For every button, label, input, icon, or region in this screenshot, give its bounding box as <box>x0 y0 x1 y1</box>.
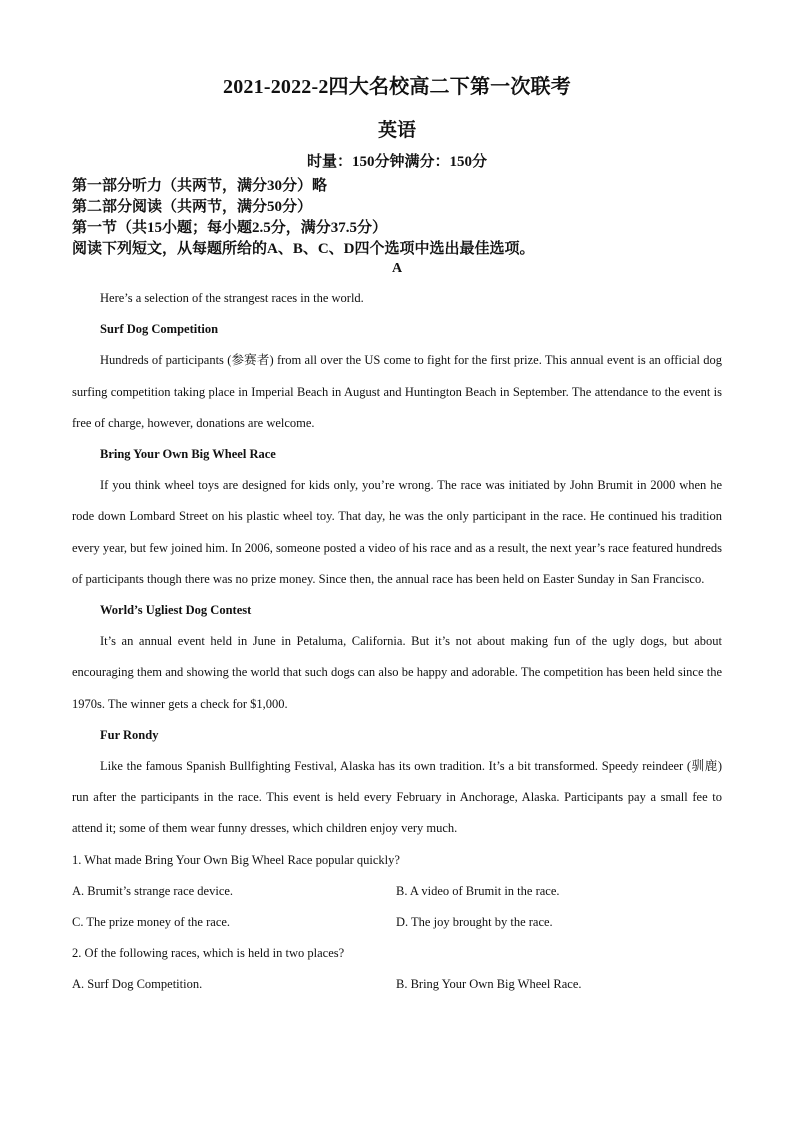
option-a: A. Surf Dog Competition. <box>72 977 203 992</box>
option-c: C. The prize money of the race. <box>72 915 231 930</box>
race-text: Like the famous Spanish Bullfighting Festival, Alaska has its own tradition. It’s a bit transformed. Speedy reindeer (驯鹿) run after the participants in the race. This event is held every February in Anchorage, Alaska. Participants pay a small fee to attend it; some of them wear funny dresses, which children enjoy very much. <box>72 759 722 836</box>
race-heading: Fur Rondy <box>100 727 159 742</box>
options-row <box>72 907 722 938</box>
race-heading: Bring Your Own Big Wheel Race <box>100 447 276 462</box>
option-b: B. A video of Brumit in the race. <box>396 883 560 898</box>
part1-heading: 第一部分听力（共两节，满分30分）略 <box>72 178 328 194</box>
passage-intro: Here’s a selection of the strangest races in the world. <box>100 291 364 305</box>
question-stem: 1. What made Bring Your Own Big Wheel Race popular quickly? <box>72 852 400 867</box>
option-d: D. The joy brought by the race. <box>396 915 553 930</box>
race-text: It’s an annual event held in June in Petaluma, California. But it’s not about making fun of the ugly dogs, but about encouraging them and showing the world that such dogs can also be happy and adorable. The competition has been held since the 1970s. The winner gets a check for $1,000. <box>72 634 722 711</box>
options-row <box>72 969 722 1000</box>
exam-title: 2021-2022-2四大名校高二下第一次联考 <box>223 76 571 98</box>
option-a: A. Brumit’s strange race device. <box>72 883 234 898</box>
question-stem: 2. Of the following races, which is held in two places? <box>72 946 345 961</box>
race-heading: Surf Dog Competition <box>100 322 219 337</box>
race-text: If you think wheel toys are designed for kids only, you’re wrong. The race was initiated by John Brumit in 2000 when he rode down Lombard Street on his plastic wheel toy. That day, he was the only participant in the race. He continued his tradition every year, but few joined him. In 2006, someone posted a video of his race and as a result, the next year’s race featured hundreds of participants though there was no prize money. Since then, the annual race has been held on Easter Sunday in San Francisco. <box>72 478 722 586</box>
race-text: Hundreds of participants (参赛者) from all over the US come to fight for the first prize. This annual event is an official dog surfing competition taking place in Imperial Beach in August and Huntington Beach in September. The attendance to the event is free of charge, however, donations are welcome. <box>72 353 722 430</box>
passage-body <box>72 283 722 1001</box>
time-info: 时量：150分钟满分：150分 <box>306 154 487 170</box>
section1-heading: 第一节（共15小题；每小题2.5分，满分37.5分） <box>72 220 388 236</box>
option-b: B. Bring Your Own Big Wheel Race. <box>396 977 582 992</box>
part2-heading: 第二部分阅读（共两节，满分50分） <box>72 199 313 215</box>
options-row <box>72 876 722 907</box>
instruction-text: 阅读下列短文，从每题所给的A、B、C、D四个选项中选出最佳选项。 <box>72 241 535 257</box>
passage-label: A <box>391 261 403 276</box>
subject-title: 英语 <box>377 120 416 141</box>
race-heading: World’s Ugliest Dog Contest <box>100 603 252 618</box>
